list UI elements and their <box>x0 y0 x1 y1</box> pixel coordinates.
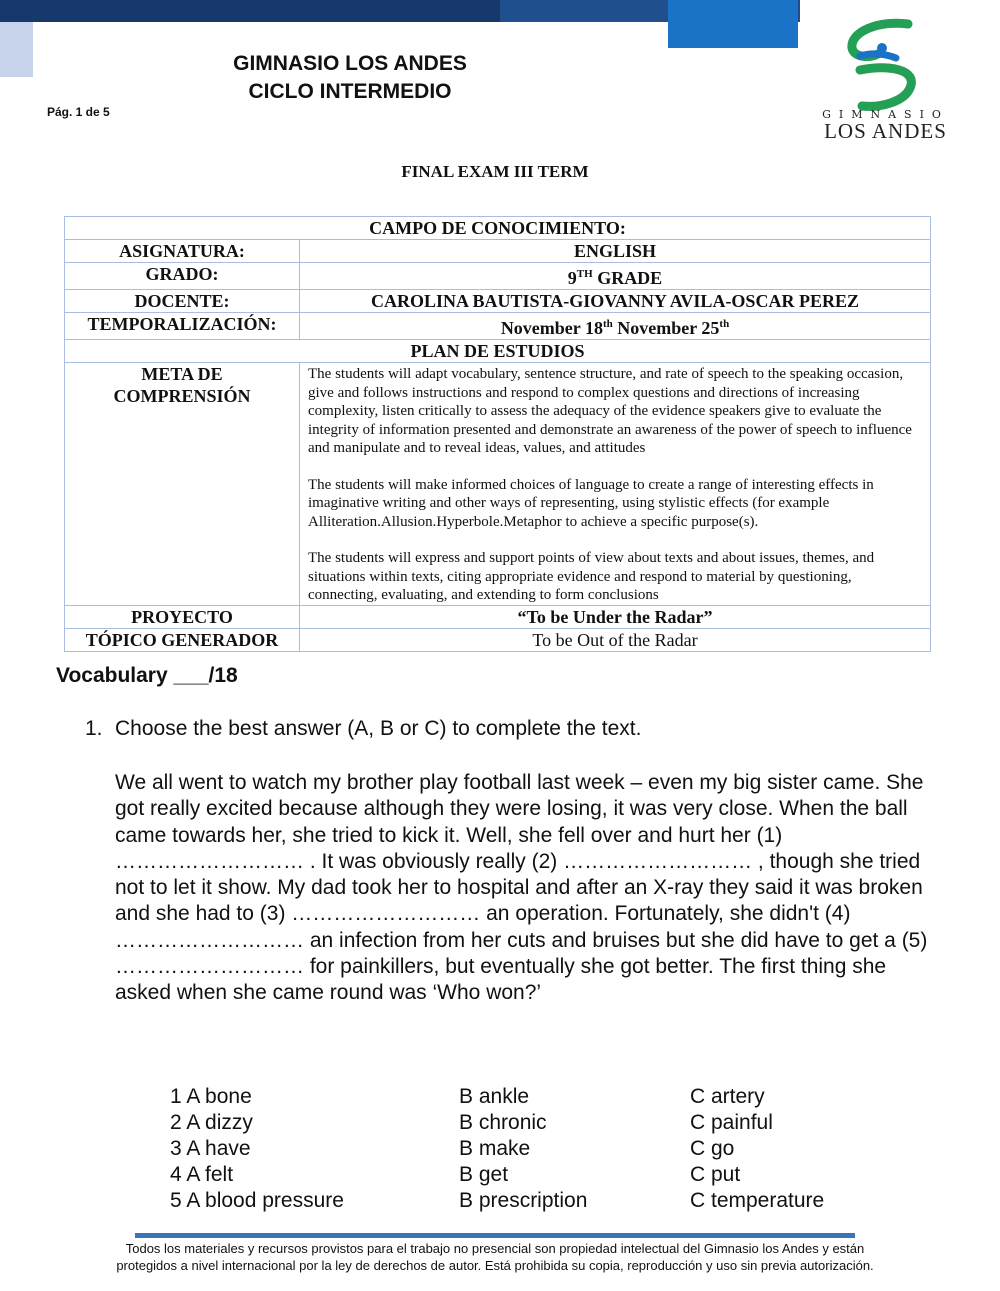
question-text: Choose the best answer (A, B or C) to complete the text. <box>115 717 642 740</box>
page-number: Pág. 1 de 5 <box>47 105 110 119</box>
meta-label <box>65 363 300 606</box>
passage-text: We all went to watch my brother play football last week – even my big sister came. She got really excited because although they were losing, it was very close. When the ball came towards her, she tried to kick it. Well, she fell over and hurt her (1) ……………………… . It was obviously really (2) ……………………… , though she tried not to let it show. My dad took her to hospital and after an X-ray they said it was broken and she had to (3) ……………………… an operation. Fortunately, she didn't (4) ……………………… an infection from her cuts and bruises but she did have to get a (5) ……………………… for painkillers, but eventually she got better. The first thing she asked when she came round was ‘Who won?’ <box>115 771 928 1005</box>
temp-date-1: November 18 <box>500 318 603 338</box>
temp-sup-1: th <box>602 318 613 330</box>
option-4c: C put <box>690 1163 741 1186</box>
meta-paragraph-3: The students will express and support points of view about texts and about issues, themes, and situations within texts, citing appropriate evidence and respond to material by questioning, connecting, evaluating, and extending to form conclusions <box>308 550 875 603</box>
docente-value: CAROLINA BAUTISTA-GIOVANNY AVILA-OSCAR PEREZ <box>300 290 931 313</box>
temporalizacion-value <box>300 313 931 340</box>
logo-text-gimnasio: GIMNASIO <box>822 108 949 121</box>
meta-value <box>300 363 931 606</box>
footer-line-2: protegidos a nivel internacional por la ley de derechos de autor. Está prohibida su copia, reproducción y uso sin previa autorización. <box>116 1258 874 1273</box>
table-row <box>65 363 931 606</box>
table-row <box>65 217 931 240</box>
grado-label: GRADO: <box>65 263 300 290</box>
header-bar-blue-strip <box>765 0 798 22</box>
temp-date-2: November 25 <box>612 318 720 338</box>
grado-sup: TH <box>576 268 593 280</box>
meta-paragraph-1: The students will adapt vocabulary, sentence structure, and rate of speech to the speaking occasion, give and follows instructions and respond to complex questions and directions of increasing complexity, listen critically to assess the adequacy of the evidence speakers give to evaluate the integrity of information presented and demonstrate an awareness of the power of speech to influence and manipulate and to reveal ideas, values, and attitudes <box>308 366 912 456</box>
footer-notice <box>40 1240 950 1274</box>
school-name: GIMNASIO LOS ANDES <box>233 52 467 75</box>
grado-word: GRADE <box>592 268 663 288</box>
logo-swoosh-bottom <box>860 68 911 107</box>
vocabulary-heading: Vocabulary ___/18 <box>56 664 238 687</box>
option-2a: 2 A dizzy <box>170 1111 253 1134</box>
table-row <box>65 313 931 340</box>
option-5c: C temperature <box>690 1189 825 1212</box>
option-3b: B make <box>459 1137 531 1160</box>
table-row <box>65 340 931 363</box>
option-3c: C go <box>690 1137 735 1160</box>
info-table <box>64 216 931 652</box>
asignatura-label: ASIGNATURA: <box>65 240 300 263</box>
school-heading <box>150 50 550 106</box>
topico-value: To be Out of the Radar <box>300 628 931 651</box>
grado-number: 9 <box>567 268 577 288</box>
footer-line-1: Todos los materiales y recursos provistos para el trabajo no presencial son propiedad intelectual del Gimnasio los Andes y están <box>125 1241 865 1256</box>
option-3a: 3 A have <box>170 1137 251 1160</box>
option-4a: 4 A felt <box>170 1163 234 1186</box>
plan-cell: PLAN DE ESTUDIOS <box>65 340 931 363</box>
exam-title: FINAL EXAM III TERM <box>401 162 589 181</box>
option-2b: B chronic <box>459 1111 547 1134</box>
option-4b: B get <box>459 1163 509 1186</box>
option-5b: B prescription <box>459 1189 588 1212</box>
meta-label-line1: META DE <box>141 364 223 384</box>
campo-cell: CAMPO DE CONOCIMIENTO: <box>65 217 931 240</box>
table-row <box>65 605 931 628</box>
asignatura-value: ENGLISH <box>300 240 931 263</box>
meta-label-line2: COMPRENSIÓN <box>113 386 251 406</box>
table-row <box>65 290 931 313</box>
option-1b: B ankle <box>459 1085 530 1108</box>
footer-rule <box>135 1233 855 1238</box>
option-5a: 5 A blood pressure <box>170 1189 344 1212</box>
docente-label: DOCENTE: <box>65 290 300 313</box>
grado-value <box>300 263 931 290</box>
option-2c: C painful <box>690 1111 773 1134</box>
proyecto-value: “To be Under the Radar” <box>300 605 931 628</box>
meta-paragraph-2: The students will make informed choices of language to create a range of interesting effects in imaginative writing and other ways of representing, using stylistic effects (for example Alliteration.Allusion.Hyperbole.Metaphor to achieve a specific purpose(s). <box>308 476 874 530</box>
header-side-tab <box>0 22 33 77</box>
temp-sup-2: th <box>719 318 730 330</box>
table-row <box>65 263 931 290</box>
option-1c: C artery <box>690 1085 765 1108</box>
temporalizacion-label: TEMPORALIZACIÓN: <box>65 313 300 340</box>
table-row <box>65 628 931 651</box>
option-1a: 1 A bone <box>170 1085 252 1108</box>
logo-text-los-andes: LOS ANDES <box>824 119 947 143</box>
question-number: 1. <box>85 717 103 740</box>
proyecto-label: PROYECTO <box>65 605 300 628</box>
topico-label: TÓPICO GENERADOR <box>65 628 300 651</box>
logo-dot <box>877 43 887 53</box>
school-cycle: CICLO INTERMEDIO <box>248 80 452 103</box>
table-row <box>65 240 931 263</box>
info-table-wrapper <box>64 216 934 653</box>
